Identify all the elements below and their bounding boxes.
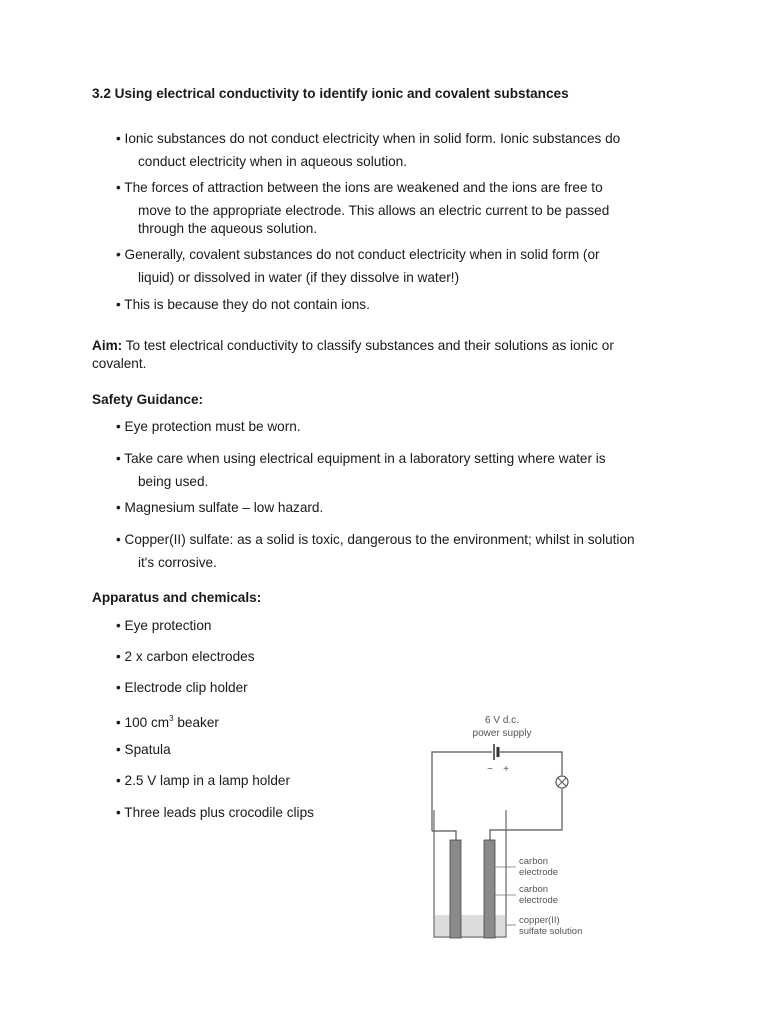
bullet-text: • Three leads plus crocodile clips bbox=[116, 805, 314, 820]
bullet-text: it's corrosive. bbox=[138, 555, 217, 570]
list-item bbox=[116, 450, 716, 491]
bullet-text: • Copper(II) sulfate: as a solid is toxic, dangerous to the environment; whilst in solution bbox=[116, 532, 635, 547]
wire bbox=[432, 752, 492, 831]
list-item bbox=[116, 531, 736, 572]
list-item bbox=[116, 179, 716, 238]
bullet-text: • Take care when using electrical equipment in a laboratory setting where water is bbox=[116, 451, 606, 466]
list-item bbox=[116, 499, 716, 517]
wire bbox=[432, 831, 456, 840]
electrode-label: electrode bbox=[519, 895, 559, 906]
power-label: 6 V d.c. bbox=[485, 715, 519, 726]
list-item bbox=[116, 617, 716, 635]
safety-heading: Safety Guidance: bbox=[92, 392, 204, 407]
bullet-text: being used. bbox=[138, 474, 209, 489]
section-title: 3.2 Using electrical conductivity to identify ionic and covalent substances bbox=[92, 86, 569, 101]
bullet-text: liquid) or dissolved in water (if they dissolve in water!) bbox=[138, 270, 460, 285]
carbon-electrode bbox=[450, 840, 461, 938]
electrode-label: carbon bbox=[519, 884, 549, 895]
list-item bbox=[116, 648, 716, 666]
solution-label: sulfate solution bbox=[519, 926, 583, 937]
list-item bbox=[116, 772, 716, 790]
power-label: power supply bbox=[472, 728, 532, 739]
minus-label: − bbox=[487, 764, 493, 775]
bullet-text: • Magnesium sulfate – low hazard. bbox=[116, 500, 324, 515]
circuit-diagram bbox=[420, 705, 620, 950]
wire bbox=[500, 752, 562, 775]
list-item bbox=[116, 710, 716, 732]
aim-label: Aim: bbox=[92, 338, 123, 353]
bullet-text: conduct electricity when in aqueous solution. bbox=[138, 154, 408, 169]
list-item bbox=[116, 679, 716, 697]
list-item bbox=[116, 418, 716, 436]
plus-label: + bbox=[503, 764, 509, 775]
electrode-label: carbon bbox=[519, 856, 549, 867]
list-item bbox=[116, 296, 716, 314]
bullet-text: • Electrode clip holder bbox=[116, 680, 248, 695]
list-item bbox=[116, 246, 716, 287]
aim-text: covalent. bbox=[92, 356, 147, 371]
aim-paragraph bbox=[92, 337, 672, 373]
bullet-text: • The forces of attraction between the ions are weakened and the ions are free to bbox=[116, 180, 603, 195]
bullet-text: • 2 x carbon electrodes bbox=[116, 649, 255, 664]
apparatus-heading: Apparatus and chemicals: bbox=[92, 590, 262, 605]
solution-label: copper(II) bbox=[519, 915, 560, 926]
bullet-text: • Spatula bbox=[116, 742, 171, 757]
bullet-text: • Eye protection must be worn. bbox=[116, 419, 301, 434]
bullet-text: • This is because they do not contain ions. bbox=[116, 297, 370, 312]
bullet-text: • Generally, covalent substances do not conduct electricity when in solid form (or bbox=[116, 247, 600, 262]
carbon-electrode bbox=[484, 840, 495, 938]
bullet-text: • Eye protection bbox=[116, 618, 212, 633]
wire bbox=[490, 789, 562, 840]
bullet-text: through the aqueous solution. bbox=[138, 221, 318, 236]
list-item bbox=[116, 804, 716, 822]
bullet-text: • 100 cm bbox=[116, 715, 170, 730]
bullet-text: • 2.5 V lamp in a lamp holder bbox=[116, 773, 291, 788]
list-item bbox=[116, 741, 716, 759]
list-item bbox=[116, 130, 716, 171]
bullet-text: beaker bbox=[173, 715, 219, 730]
electrode-label: electrode bbox=[519, 867, 559, 878]
aim-text: To test electrical conductivity to classify substances and their solutions as ionic or bbox=[122, 338, 614, 353]
bullet-text: • Ionic substances do not conduct electricity when in solid form. Ionic substances do bbox=[116, 131, 621, 146]
superscript: 3 bbox=[169, 714, 174, 723]
bullet-text: move to the appropriate electrode. This allows an electric current to be passed bbox=[138, 203, 610, 218]
